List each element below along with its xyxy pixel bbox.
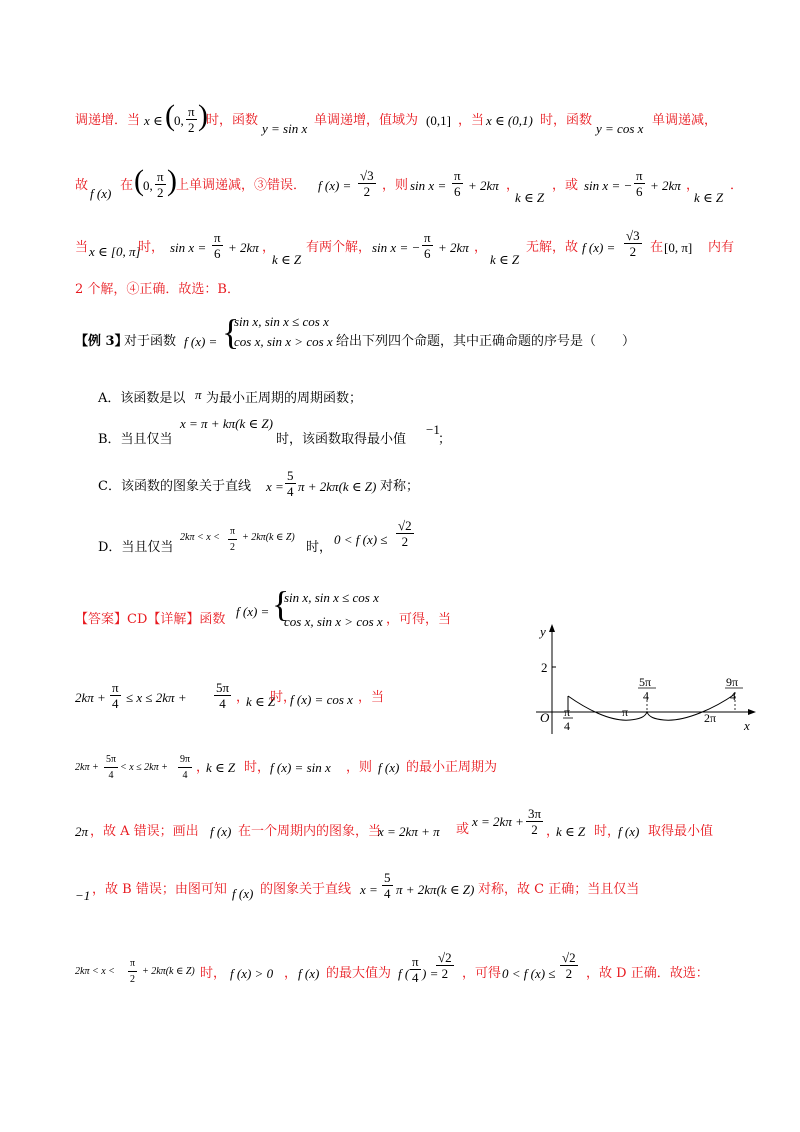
example-question: 给出下列四个命题，其中正确命题的序号是（ ） — [336, 334, 636, 349]
function-graph — [530, 622, 760, 742]
fraction-sqrt2-over-2: $\frac{√2}{2}$ — [398, 518, 412, 549]
text-fragment: 的最大值为 — [326, 966, 392, 981]
solution-line-6 — [0, 944, 800, 1004]
math-fx-eq: f (x) = — [184, 334, 218, 349]
math-inequality: 2kπ < x < — [75, 966, 115, 977]
text-fragment: 上单调递减，③错误． — [176, 178, 307, 193]
math-k-in-z: k ∈ Z — [246, 694, 276, 709]
option-c — [0, 462, 800, 522]
text-fragment: ，可得 — [462, 966, 502, 981]
option-b-pre: B．当且仅当 — [98, 432, 173, 447]
fraction-3pi-over-2: $\frac{3\pi}{2}$ — [528, 806, 542, 837]
text-fragment: ， — [474, 240, 488, 255]
math-2kpi: + 2kπ — [438, 240, 469, 255]
math-inequality: 2kπ < x < — [180, 532, 220, 543]
text-fragment: 内有 — [708, 240, 735, 255]
text-fragment: ，故 D 正确．故选： — [586, 966, 709, 981]
label-pi-over-4-num: π — [564, 705, 571, 719]
y-axis-arrow — [549, 624, 555, 632]
math-fx-sin: f (x) = sin x — [270, 760, 331, 775]
math-minus-one: −1 — [75, 888, 91, 903]
fraction-pi-over-2: $\frac{\pi}{2}$ — [130, 958, 136, 985]
example-header — [0, 312, 800, 372]
math-sinx: sin x = — [170, 240, 207, 255]
text-fragment: 有两个解， — [306, 240, 372, 255]
piecewise-case-1: sin x, sin x ≤ cos x — [284, 590, 379, 605]
left-paren: ( — [165, 99, 175, 132]
text-fragment: ，故 A 错误；画出 — [90, 824, 199, 839]
option-c-pre: C．该函数的图象关于直线 — [98, 479, 251, 494]
text-fragment: 或 — [456, 822, 470, 837]
text-fragment: 时， — [200, 966, 227, 981]
math-k-in-z: k ∈ Z — [206, 760, 236, 775]
math-y-cos: y = cos x — [596, 121, 644, 136]
answer-line-1 — [0, 100, 800, 160]
text-fragment: 在 — [650, 240, 664, 255]
label-2pi: 2π — [704, 711, 717, 725]
option-b-post: ； — [438, 432, 452, 447]
answer-conclusion: 2 个解，④正确．故选：B． — [75, 282, 240, 297]
text-fragment: ，则 — [382, 178, 409, 193]
label-5pi-over-4-den: 4 — [643, 689, 649, 703]
math-pi: π — [195, 387, 202, 402]
label-9pi-over-4-den: 4 — [730, 689, 736, 703]
solution-line-3 — [0, 738, 800, 798]
text-fragment: ，当 — [458, 113, 485, 128]
label-pi-over-4-den: 4 — [564, 719, 570, 733]
text-fragment: ． — [730, 178, 744, 193]
piecewise-case-1: sin x, sin x ≤ cos x — [234, 314, 329, 329]
fraction-pi-over-4: $\frac{\pi}{4}$ — [112, 680, 119, 711]
text-fragment: ，或 — [552, 178, 579, 193]
piecewise-brace: { — [222, 312, 240, 352]
fraction-pi-over-2: $\frac{\pi}{2}$ — [230, 526, 236, 553]
math-x-eq: x = π + kπ(k ∈ Z) — [180, 416, 273, 431]
answer-line-3 — [0, 222, 800, 282]
math-2kpi: + 2kπ — [650, 178, 681, 193]
math-2pi: 2π — [75, 824, 89, 839]
fraction-pi-over-6: $\frac{\pi}{6}$ — [214, 230, 221, 261]
text-fragment: 在 — [120, 178, 134, 193]
x-axis-arrow — [748, 709, 756, 715]
option-b-mid: 时，该函数取得最小值 — [276, 432, 407, 447]
math-fx-range: 0 < f (x) ≤ — [334, 532, 388, 547]
text-fragment: ，当 — [358, 690, 385, 705]
text-fragment: ， — [506, 178, 520, 193]
option-d — [0, 520, 800, 580]
fraction-pi-over-4: $\frac{\pi}{4}$ — [412, 954, 419, 985]
math-fx: f (x) — [210, 824, 232, 839]
math-x-in-01: x ∈ (0,1) — [486, 113, 533, 128]
math-sinx: sin x = — [410, 178, 447, 193]
text-fragment: 时， — [138, 240, 165, 255]
example-label: 【例 3】 — [75, 334, 128, 349]
math-fx-eq: f (x) = — [318, 178, 352, 193]
text-fragment: ， — [262, 240, 276, 255]
fraction-sqrt3-over-2: $\frac{√3}{2}$ — [360, 168, 374, 199]
piecewise-case-2: cos x, sin x > cos x — [284, 614, 383, 629]
interval-left: 0, — [143, 178, 153, 193]
math-fx: f (x) — [232, 886, 254, 901]
text-fragment: ， — [196, 760, 210, 775]
math-fx: f (x) — [90, 186, 112, 201]
option-d-pre: D．当且仅当 — [98, 540, 174, 555]
text-fragment: ， — [686, 178, 700, 193]
answer-line-2 — [0, 162, 800, 222]
option-a-pre: A．该函数是以 — [98, 391, 186, 406]
math-fx: f (x) — [618, 824, 640, 839]
option-c-post: 对称； — [380, 479, 420, 494]
math-k-in-z: k ∈ Z — [272, 252, 302, 267]
fraction-pi-over-2: $\frac{\pi}{2}$ — [157, 169, 164, 200]
math-fx-positive: f (x) > 0 — [230, 966, 274, 981]
text-fragment: 对称，故 C 正确；当且仅当 — [478, 882, 640, 897]
right-paren: ) — [167, 164, 177, 197]
label-9pi-over-4-num: 9π — [726, 675, 739, 689]
interval-left: 0, — [174, 113, 184, 128]
text-fragment: 时，函数 — [206, 113, 259, 128]
text-fragment: 故 — [75, 178, 89, 193]
fraction-pi-over-2: $\frac{\pi}{2}$ — [188, 104, 195, 135]
text-fragment: 时，函数 — [540, 113, 593, 128]
solution-label: 【答案】CD【详解】函数 — [75, 612, 226, 627]
math-fx: f (x) — [378, 760, 400, 775]
math-fx-cos: f (x) = cos x — [290, 692, 353, 707]
fraction-5pi-over-4: $\frac{5\pi}{4}$ — [106, 754, 117, 781]
text-fragment: 当 — [75, 240, 89, 255]
x-axis-label: x — [744, 718, 750, 733]
fraction-sqrt3-over-2: $\frac{√3}{2}$ — [626, 228, 640, 259]
fraction-5pi-over-4: $\frac{5\pi}{4}$ — [216, 680, 230, 711]
math-k-in-z: k ∈ Z — [490, 252, 520, 267]
origin-label: O — [540, 710, 550, 725]
piecewise-case-2: cos x, sin x > cos x — [234, 334, 333, 349]
y-tick-label: 2 — [541, 660, 548, 675]
text-fragment: ，故 B 错误；由图可知 — [92, 882, 227, 897]
math-x-eq: x = 2kπ + — [472, 814, 524, 829]
text-fragment: 单调递增，值域为 — [314, 113, 419, 128]
math-fx: f (x) — [298, 966, 320, 981]
text-fragment: 时， — [244, 760, 271, 775]
option-d-mid: 时， — [306, 540, 333, 555]
text-fragment: 的图象关于直线 — [260, 882, 352, 897]
math-y-sin: y = sin x — [262, 121, 308, 136]
math-minus-one: −1 — [426, 422, 440, 437]
math-interval: [0, π] — [664, 240, 693, 255]
solution-line-4 — [0, 800, 800, 860]
fraction-9pi-over-4: $\frac{9\pi}{4}$ — [180, 754, 191, 781]
option-a-post: 为最小正周期的周期函数； — [206, 391, 363, 406]
math-2kpi: + 2kπ — [228, 240, 259, 255]
range-value: (0,1] — [426, 113, 451, 128]
math-x-eq: x = — [266, 479, 284, 494]
fraction-5-over-4: $\frac{5}{4}$ — [287, 468, 294, 499]
text-fragment: 取得最小值 — [648, 824, 714, 839]
math-k-in-z: k ∈ Z — [556, 824, 586, 839]
text-fragment: ，则 — [346, 760, 373, 775]
math-2kpi: + 2kπ(k ∈ Z) — [242, 532, 295, 543]
fraction-pi-over-6: $\frac{\pi}{6}$ — [636, 168, 643, 199]
text-fragment: ， — [284, 966, 298, 981]
y-axis-label: y — [540, 624, 546, 639]
left-paren: ( — [134, 164, 144, 197]
math-x-in-interval: x ∈ [0, π] — [89, 244, 141, 259]
math-2kpi: 2kπ + — [75, 762, 99, 773]
text-fragment: 无解，故 — [526, 240, 579, 255]
math-fx-eq: f (x) = — [236, 604, 270, 619]
fraction-sqrt2-over-2: $\frac{√2}{2}$ — [438, 950, 452, 981]
text-fragment: 时， — [270, 690, 297, 705]
label-5pi-over-4-num: 5π — [639, 675, 652, 689]
piecewise-brace: { — [272, 584, 290, 624]
right-paren: ) — [198, 99, 208, 132]
math-2kpi: 2kπ + — [75, 690, 106, 705]
math-x-eq: x = 2kπ + π — [378, 824, 440, 839]
math-inequality: ≤ x ≤ 2kπ + — [126, 690, 187, 705]
text-fragment: 时， — [594, 824, 621, 839]
text-fragment: 单调递减， — [652, 113, 718, 128]
text-fragment: ， — [236, 690, 250, 705]
text-fragment: ， — [546, 824, 560, 839]
math-x-in: x ∈ — [144, 113, 163, 128]
text-fragment: 在一个周期内的图象，当 — [238, 824, 382, 839]
math-sinx-neg: sin x = − — [584, 178, 633, 193]
fraction-pi-over-6: $\frac{\pi}{6}$ — [454, 168, 461, 199]
text-fragment: 的最小正周期为 — [406, 760, 498, 775]
fraction-sqrt2-over-2: $\frac{√2}{2}$ — [562, 950, 576, 981]
example-intro: 对于函数 — [124, 334, 177, 349]
label-pi: π — [622, 705, 629, 719]
fraction-pi-over-6: $\frac{\pi}{6}$ — [424, 230, 431, 261]
math-f-of: f ( — [398, 966, 410, 981]
math-close-eq: ) = — [422, 966, 439, 981]
math-sinx-neg: sin x = − — [372, 240, 421, 255]
math-2kpi: + 2kπ(k ∈ Z) — [142, 966, 195, 977]
math-x-eq: x = — [360, 882, 378, 897]
math-fx-eq: f (x) = — [582, 240, 616, 255]
text-fragment: ，可得，当 — [386, 612, 452, 627]
math-2kpi: + 2kπ — [468, 178, 499, 193]
fraction-5-over-4: $\frac{5}{4}$ — [384, 870, 391, 901]
text-fragment: 调递增．当 — [75, 113, 141, 128]
solution-line-5 — [0, 866, 800, 926]
math-k-in-z: k ∈ Z — [515, 190, 545, 205]
math-k-in-z: k ∈ Z — [694, 190, 724, 205]
math-pi-2kpi: π + 2kπ(k ∈ Z) — [298, 479, 377, 494]
math-inequality: < x ≤ 2kπ + — [120, 762, 168, 773]
math-fx-range: 0 < f (x) ≤ — [502, 966, 556, 981]
math-pi-2kpi: π + 2kπ(k ∈ Z) — [396, 882, 475, 897]
